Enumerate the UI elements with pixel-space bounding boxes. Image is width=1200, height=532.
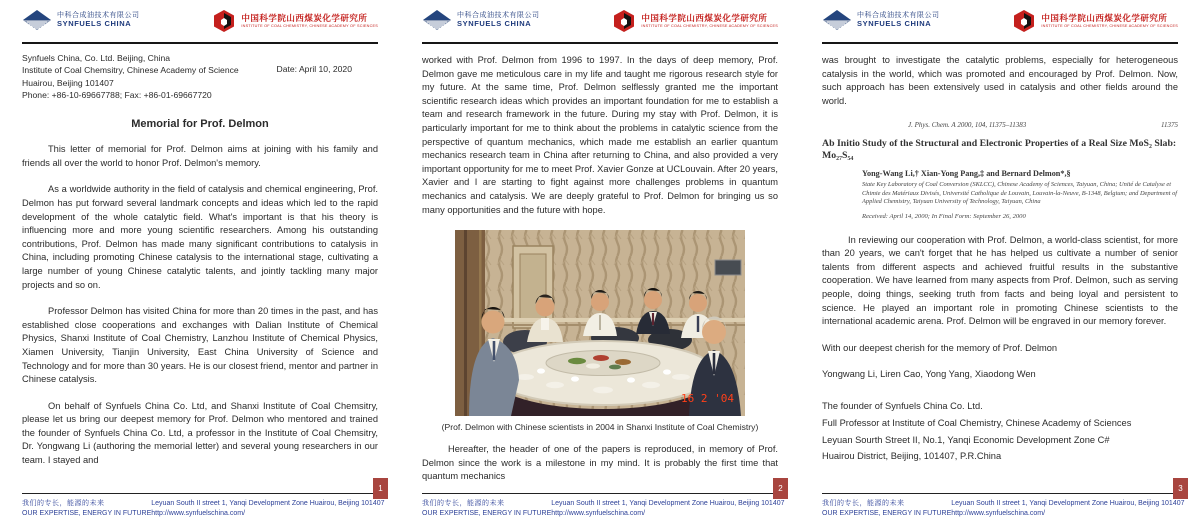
- letterhead: [822, 0, 1178, 44]
- photo-caption: (Prof. Delmon with Chinese scientists in 2004 in Shanxi Institute of Coal Chemistry): [441, 422, 759, 433]
- letter-body-page1: [22, 143, 378, 467]
- footer-slogan: [822, 499, 951, 519]
- institute-name-en: INSTITUTE OF COAL CHEMISTRY, CHINESE ACADEMY OF SCIENCES: [241, 23, 378, 28]
- synfuels-name-cn: 中科合成油技术有限公司: [57, 11, 140, 19]
- footer-slogan-en: OUR EXPERTISE, ENERGY IN FUTURE: [822, 510, 952, 517]
- paper-received-line: Received: April 14, 2000; In Final Form: September 26, 2000: [862, 212, 1026, 220]
- page-number-badge: 1: [373, 478, 388, 499]
- page-footer: [822, 484, 1185, 519]
- paper-first-page: 11375: [1161, 121, 1178, 130]
- institute-hexagon-icon: [612, 9, 636, 33]
- letterhead: [422, 0, 778, 44]
- page-footer: [22, 484, 385, 519]
- footer-website-link[interactable]: http://www.synfuelschina.com/: [551, 510, 646, 517]
- synfuels-logo: [422, 9, 540, 31]
- paragraph: Professor Delmon has visited China for more than 20 times in the past, and has established close cooperations and exchanges with Dalian Institute of Chemical Physics, Shanxi Institute of Coal Chemistry, Lanzhou Institute of Chemical Physics, Xiamen University, Tianjin University, East China University of Science and Technology and for more than 30 years. He is our closest friend, mentor and partner in Chinese catalysis.: [22, 306, 378, 385]
- group-photo: [455, 230, 745, 416]
- paper-affiliation: State Key Laboratory of Coal Conversion (SKLCC), Chinese Academy of Sciences, Taiyuan, China; Unité de Catalyse et Chimie des Matériaux Divisés, Université Catholique de Louvain, Louvain-la-Neuve, B-1348, Belgium; and Department of Applied Chemistry, Taiyuan University of Technology, Taiyuan, China: [862, 181, 1178, 206]
- letter-page-1: [0, 0, 400, 532]
- footer-address-block: [951, 499, 1184, 519]
- letter-body-page3-cont: [822, 234, 1178, 464]
- synfuels-name-en: SYNFUELS CHINA: [57, 18, 132, 28]
- institute-name-cn: 中国科学院山西煤炭化学研究所: [641, 12, 768, 23]
- institute-hexagon-icon: [212, 9, 236, 33]
- institute-name-cn: 中国科学院山西煤炭化学研究所: [241, 12, 368, 23]
- page-footer: [422, 484, 785, 519]
- synfuels-name-en: SYNFUELS CHINA: [857, 18, 932, 28]
- footer-content: [422, 499, 785, 519]
- synfuels-name-cn: 中科合成油技术有限公司: [457, 11, 540, 19]
- paragraph: In reviewing our cooperation with Prof. Delmon, a world-class scientist, for more than 20 years, we can't forget that he has helped us cultivate a number of senior talents from different aspects and achieved fruitful results in the substantive cooperation. We have learned from many aspects from Prof. Delmon, such as serving people, doing things, seeking truth from facts and being loyal and persistent to science. He played an important role in promoting Chinese scientists to the international academic arena. Prof. Delmon will be engraved in our memory forever.: [822, 234, 1178, 327]
- paragraph: worked with Prof. Delmon from 1996 to 1997. In the days of deep memory, Prof. Delmon gave me meticulous care in my life and taught me rigorous research style for my future. At the same time, Prof. Delmon selflessly granted me the important scientific research ideas which provides an important foundation for me to establish a team and research framework in the future. During my stay with Prof. Delmon, it is particularly important for me to think about the problems in catalytic science from the perspective of quantum mechanics, which made me establish an earlier quantum mechanics research team in China after returning to China, and also provided a very important opportunity for me to meet Prof. Xavier Gonze at UCLouvain. After 20 years, Xavier and I are starting to fight against more challenges problems in quantum mechanics and catalysis. We are deeply grateful to Prof. Delmon for bringing us so many opportunities and the future with hope.: [422, 55, 778, 215]
- footer-slogan: [22, 499, 151, 519]
- letter-title: Memorial for Prof. Delmon: [131, 118, 269, 131]
- paragraph: This letter of memorial for Prof. Delmon aims at joining with his family and friends all over the world to honor Prof. Delmon's memory.: [22, 144, 378, 168]
- footer-website-link[interactable]: http://www.synfuelschina.com/: [951, 510, 1046, 517]
- paragraph: On behalf of Synfuels China Co. Ltd, and Shanxi Institute of Coal Chemsitry, please let us bring our deepest memory for Prof. Delmon who mentored and trained the founder of Synfuels China Co. Ltd, a professor in the Institute of Coal Chemsitry, Dr. Yongwang Li (authoring the memorial letter) and several young researchers in our team. I stayed and: [22, 400, 378, 466]
- institute-hexagon-icon: [1012, 9, 1036, 33]
- sender-address: [22, 52, 239, 101]
- institute-logo-text: [241, 14, 378, 28]
- letter-page-3: [800, 0, 1200, 532]
- synfuels-logo: [22, 9, 140, 31]
- signatories: Yongwang Li, Liren Cao, Yong Yang, Xiaodong Wen: [822, 369, 1036, 380]
- address-line: Huairou, Beijing 101407: [22, 77, 114, 88]
- institute-name-en: INSTITUTE OF COAL CHEMISTRY, CHINESE ACADEMY OF SCIENCES: [1041, 23, 1178, 28]
- letterhead: [22, 0, 378, 44]
- footer-rule: [22, 484, 383, 494]
- page-number-badge: 3: [1173, 478, 1188, 499]
- paper-title: Ab Initio Study of the Structural and Electronic Properties of a Real Size MoS₂ Slab: Mo₂₇S₅₄: [822, 138, 1177, 162]
- letter-body-page2-cont: [422, 443, 778, 484]
- letter-body-page3: [822, 54, 1178, 108]
- synfuels-diamond-icon: [22, 9, 52, 31]
- signature-line: The founder of Synfuels China Co. Ltd.: [822, 400, 983, 411]
- footer-rule: [422, 484, 783, 494]
- synfuels-logo-text: [57, 12, 140, 29]
- photo-datestamp: 16 2 '04: [681, 392, 734, 406]
- paper-citation: J. Phys. Chem. A 2000, 104, 11375–11383: [908, 121, 1027, 130]
- footer-address: Leyuan South II street 1, Yanqi Development Zone Huairou, Beijing 101407: [551, 500, 785, 507]
- footer-slogan-cn: 我们的专长，能源的未来: [822, 500, 905, 507]
- synfuels-name-cn: 中科合成油技术有限公司: [857, 11, 940, 19]
- address-line: Phone: +86-10-69667788; Fax: +86-01-69667720: [22, 89, 212, 100]
- synfuels-diamond-icon: [822, 9, 852, 31]
- paragraph: Hereafter, the header of one of the papers is reproduced, in memory of Prof. Delmon since the work is a milestone in my mind. It is probably the first time that quantum mechanics: [422, 444, 778, 482]
- signature-block: [822, 400, 1178, 464]
- footer-slogan-cn: 我们的专长，能源的未来: [22, 500, 105, 507]
- signature-line: Leyuan Sourth Street II, No.1, Yanqi Economic Development Zone C#: [822, 434, 1110, 445]
- footer-slogan-cn: 我们的专长，能源的未来: [422, 500, 505, 507]
- synfuels-logo: [822, 9, 940, 31]
- letter-body-page2: [422, 54, 778, 217]
- institute-logo-text: [641, 14, 778, 28]
- footer-slogan-en: OUR EXPERTISE, ENERGY IN FUTURE: [22, 510, 152, 517]
- institute-name-en: INSTITUTE OF COAL CHEMISTRY, CHINESE ACADEMY OF SCIENCES: [641, 23, 778, 28]
- signature-line: Full Professor at Institute of Coal Chemistry, Chinese Academy of Sciences: [822, 417, 1132, 428]
- footer-address: Leyuan South II street 1, Yanqi Development Zone Huairou, Beijing 101407: [951, 500, 1185, 507]
- institute-logo: [612, 9, 778, 33]
- letter-date: Date: April 10, 2020: [276, 64, 352, 74]
- page-number-badge: 2: [773, 478, 788, 499]
- synfuels-name-en: SYNFUELS CHINA: [457, 18, 532, 28]
- institute-logo: [1012, 9, 1178, 33]
- footer-rule: [822, 484, 1183, 494]
- signature-line: Huairou District, Beijing, 101407, P.R.China: [822, 451, 1002, 462]
- photo-container: [455, 230, 745, 416]
- footer-slogan-en: OUR EXPERTISE, ENERGY IN FUTURE: [422, 510, 552, 517]
- synfuels-diamond-icon: [422, 9, 452, 31]
- closing-line: With our deepest cherish for the memory of Prof. Delmon: [822, 342, 1058, 353]
- paper-journal-line: [822, 121, 1178, 129]
- footer-content: [822, 499, 1185, 519]
- synfuels-logo-text: [457, 12, 540, 29]
- address-line: Synfuels China, Co. Ltd. Beijing, China: [22, 53, 171, 63]
- footer-address-block: [151, 499, 384, 519]
- institute-name-cn: 中国科学院山西煤炭化学研究所: [1041, 12, 1168, 23]
- footer-address-block: [551, 499, 784, 519]
- address-line: Institute of Coal Chemsitry, Chinese Academy of Science: [22, 65, 239, 76]
- footer-website-link[interactable]: http://www.synfuelschina.com/: [151, 510, 246, 517]
- reproduced-paper-header: [822, 121, 1178, 219]
- sender-block: [22, 52, 378, 101]
- paragraph: was brought to investigate the catalytic problems, especially for heterogeneous catalysis in the world, which was promoted and encouraged by Prof. Delmon. Now, such approach has been extensively used in catalysis and other fields around the world.: [822, 55, 1178, 106]
- paragraph: As a worldwide authority in the field of catalysis and chemical engineering, Prof. Delmon has put forward several landmark concepts and ideas which led to the rapid development of the whole catalytic field. What's important is that his theory is influencing more and more young scientific researchers. Among his outstanding contributions, Prof. Delmon has made many significant contributions to catalysis in China, including promoting Chinese catalysis to the international stage, cultivating a large number of young Chinese catalytic talents, and jointly tackling many major projects and so on.: [22, 184, 378, 290]
- letter-page-2: [400, 0, 800, 532]
- institute-logo: [212, 9, 378, 33]
- footer-address: Leyuan South II street 1, Yanqi Development Zone Huairou, Beijing 101407: [151, 500, 385, 507]
- footer-content: [22, 499, 385, 519]
- paper-authors: Yong-Wang Li,† Xian-Yong Pang,‡ and Bernard Delmon*,§: [862, 169, 1071, 179]
- synfuels-logo-text: [857, 12, 940, 29]
- institute-logo-text: [1041, 14, 1178, 28]
- footer-slogan: [422, 499, 551, 519]
